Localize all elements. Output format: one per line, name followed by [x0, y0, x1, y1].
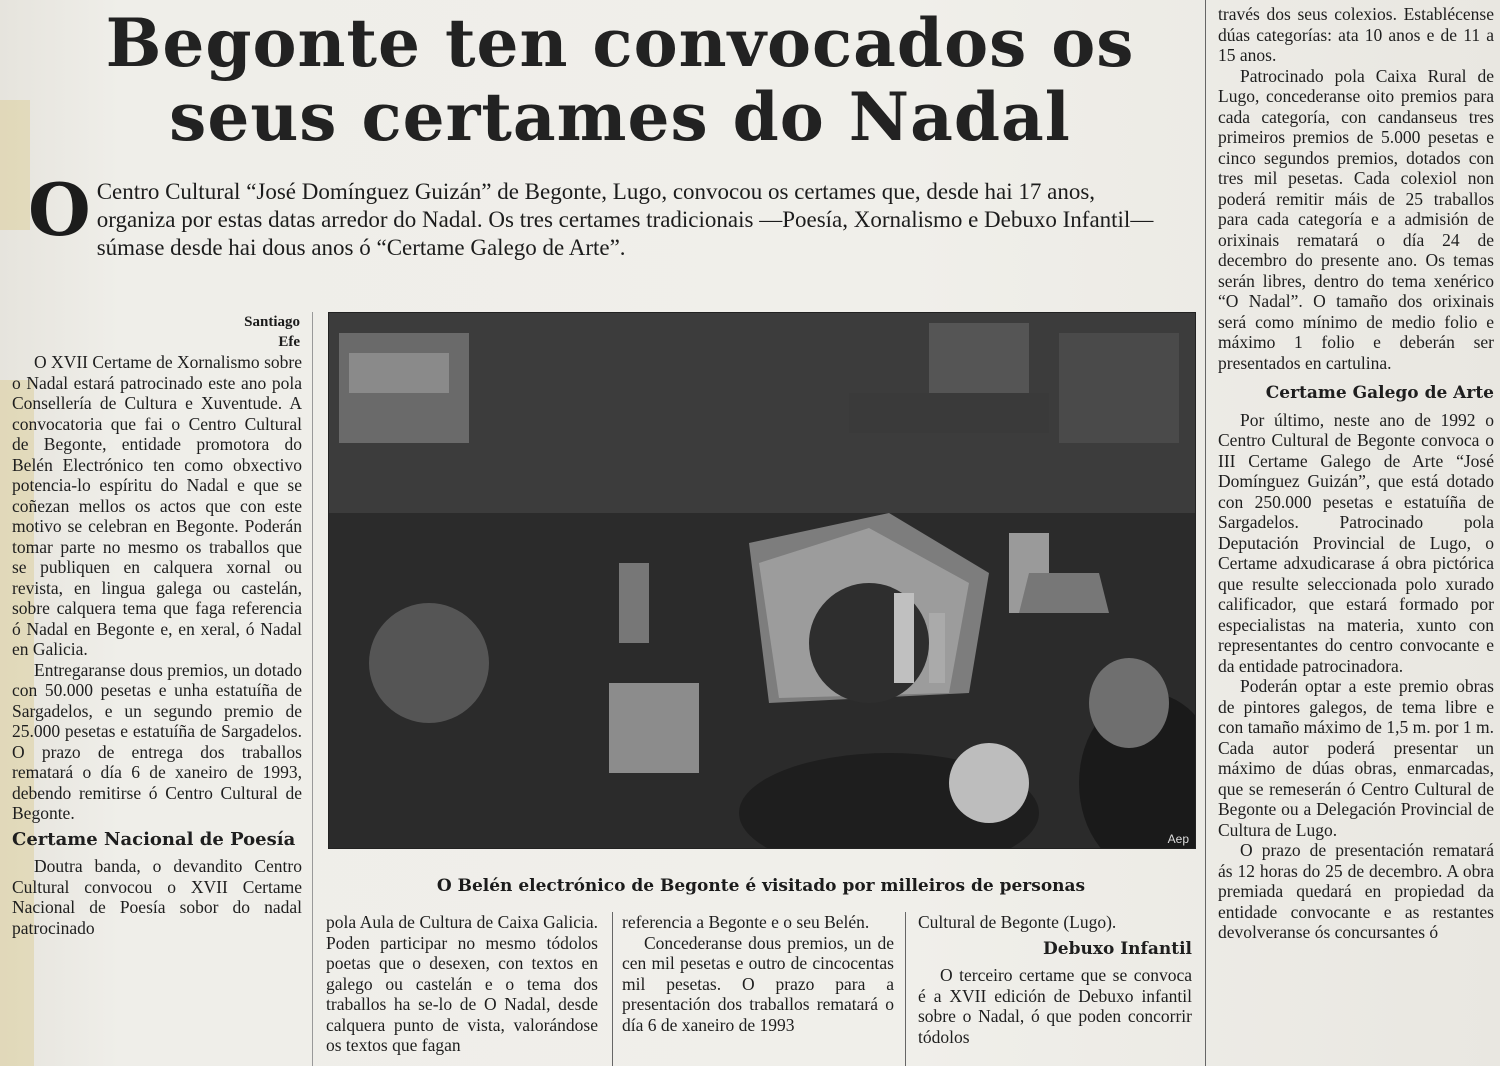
paragraph: Doutra banda, o devandito Centro Cultural convocou o XVII Certame Nacional de Poesía sobor do nadal patrocinado [12, 856, 302, 938]
paragraph: O prazo de presentación rematará ás 12 horas do 25 de decembro. A obra premiada quedará en propiedad da entidade convocante e as restantes devolveranse ós concursantes ó [1218, 840, 1494, 942]
article-column-3 [622, 912, 894, 1035]
headline [40, 6, 1200, 154]
column-rule [1205, 0, 1206, 1066]
paragraph: Poderán optar a este premio obras de pintores galegos, de tema libre e con tamaño máximo de 1,5 m. por 1 m. Cada autor poderá presentar un máximo de dúas obras, enmarcadas, que se remeserán ó Centro Cultural de Begonte ou a Delegación Provincial de Cultura de Lugo. [1218, 676, 1494, 840]
paragraph: pola Aula de Cultura de Caixa Galicia. Poden participar no mesmo tódolos poetas que o desexen, con textos en galego ou castelán e o tema dos traballos ha se-lo de O Nadal, desde calquera punto de vista, valorándose os textos que fagan [326, 912, 598, 1055]
subhead-poesia: Certame Nacional de Poesía [12, 828, 296, 850]
paragraph: Patrocinado pola Caixa Rural de Lugo, concederanse oito premios para cada categoría, con candanseus tres primeiros premios de 5.000 pesetas e cinco segundos premios, dotados con tres mil pesetas. Cada colexiol non poderá remitir máis de 25 traballos para cada categoría e a admisión de orixinais rematará o día 24 de decembro do presente ano. Os temas serán libres, dentro do tema xenérico “O Nadal”. O tamaño dos orixinais será como mínimo de medio folio e máximo 1 folio e deberán ser presentados en cartulina. [1218, 65, 1494, 373]
byline-agency: Efe [278, 334, 300, 350]
article-column-1 [12, 352, 302, 938]
photo-credit: Aep [1167, 832, 1189, 846]
paragraph: Cultural de Begonte (Lugo). [918, 912, 1117, 932]
byline [180, 312, 300, 352]
paragraph: O XVII Certame de Xornalismo sobre o Nadal estará patrocinado este ano pola Consellería de Cultura e Xuventude. A convocatoria que fai o Centro Cultural de Begonte, entidade promotora do Belén Electrónico ten como obxectivo potencia-lo espíritu do Nadal e que se coñezan mellos os actos que con este motivo se celebran en Begonte. Poderán tomar parte no mesmo os traballos que se publiquen en calquera xornal ou revista, en lingua galega ou castelán, sobre calquera tema que faga referencia ó Nadal en Begonte e, en xeral, ó Nadal en Galicia. [12, 352, 302, 659]
subhead-arte: Certame Galego de Arte [1265, 383, 1494, 403]
column-rule [905, 912, 906, 1066]
column-rule [312, 312, 313, 1066]
photo-caption: O Belén electrónico de Begonte é visitado por milleiros de personas [436, 876, 1086, 896]
headline-line-1: Begonte ten convocados os [105, 4, 1135, 82]
lead-text: Centro Cultural “José Domínguez Guizán” de Begonte, Lugo, convocou os certames que, desde hai 17 anos, organiza por estas datas arredor do Nadal. Os tres certames tradicionais —Poesía, Xornalismo e Debuxo Infantil— súmase desde hai dous anos ó “Certame Galego de Arte”. [96, 179, 1154, 260]
subhead-debuxo: Debuxo Infantil [1043, 938, 1192, 959]
lead-paragraph [28, 167, 1178, 262]
byline-author: Santiago [244, 314, 300, 330]
column-rule [612, 912, 613, 1066]
paragraph: Entregaranse dous premios, un dotado con 50.000 pesetas e unha estatuíña de Sargadelos, e un segundo premio de 25.000 pesetas e estatuíña de Sargadelos. O prazo de entrega dos traballos rematará o día 6 de xaneiro de 1993, debendo remitirse ó Centro Cultural de Begonte. [12, 659, 302, 823]
article-column-2 [326, 912, 598, 1056]
drop-cap: O [28, 167, 91, 252]
paragraph: Concederanse dous premios, un de cen mil pesetas e outro de cincocentas mil pesetas. O prazo para a presentación dos traballos rematará o día 6 de xaneiro de 1993 [622, 932, 894, 1035]
paragraph: referencia a Begonte e o seu Belén. [622, 912, 870, 932]
paragraph: través dos seus colexios. Establécense dúas categorías: ata 10 anos e de 11 a 15 anos. [1218, 4, 1494, 65]
headline-line-2: seus certames do Nadal [169, 78, 1071, 156]
photo-belen [328, 312, 1196, 849]
article-right-column [1218, 4, 1494, 943]
article-column-4 [918, 912, 1192, 1047]
tape-stain-top [0, 100, 30, 230]
photo-illustration [329, 313, 1195, 848]
paragraph: O terceiro certame que se convoca é a XVII edición de Debuxo infantil sobre o Nadal, ó que poden concorrir tódolos [918, 965, 1192, 1047]
paragraph: Por último, neste ano de 1992 o Centro Cultural de Begonte convoca o III Certame Galego de Arte “José Domínguez Guizán”, que está dotado con 250.000 pesetas e estatuíña de Sargadelos. Patrocinado pola Deputación Provincial de Lugo, o Certame adxudicarase á obra pictórica que resulte seleccionada polo xurado calificador, que estará formado por especialistas na materia, xunto con representantes do centro convocante e da entidade patrocinadora. [1218, 409, 1494, 676]
